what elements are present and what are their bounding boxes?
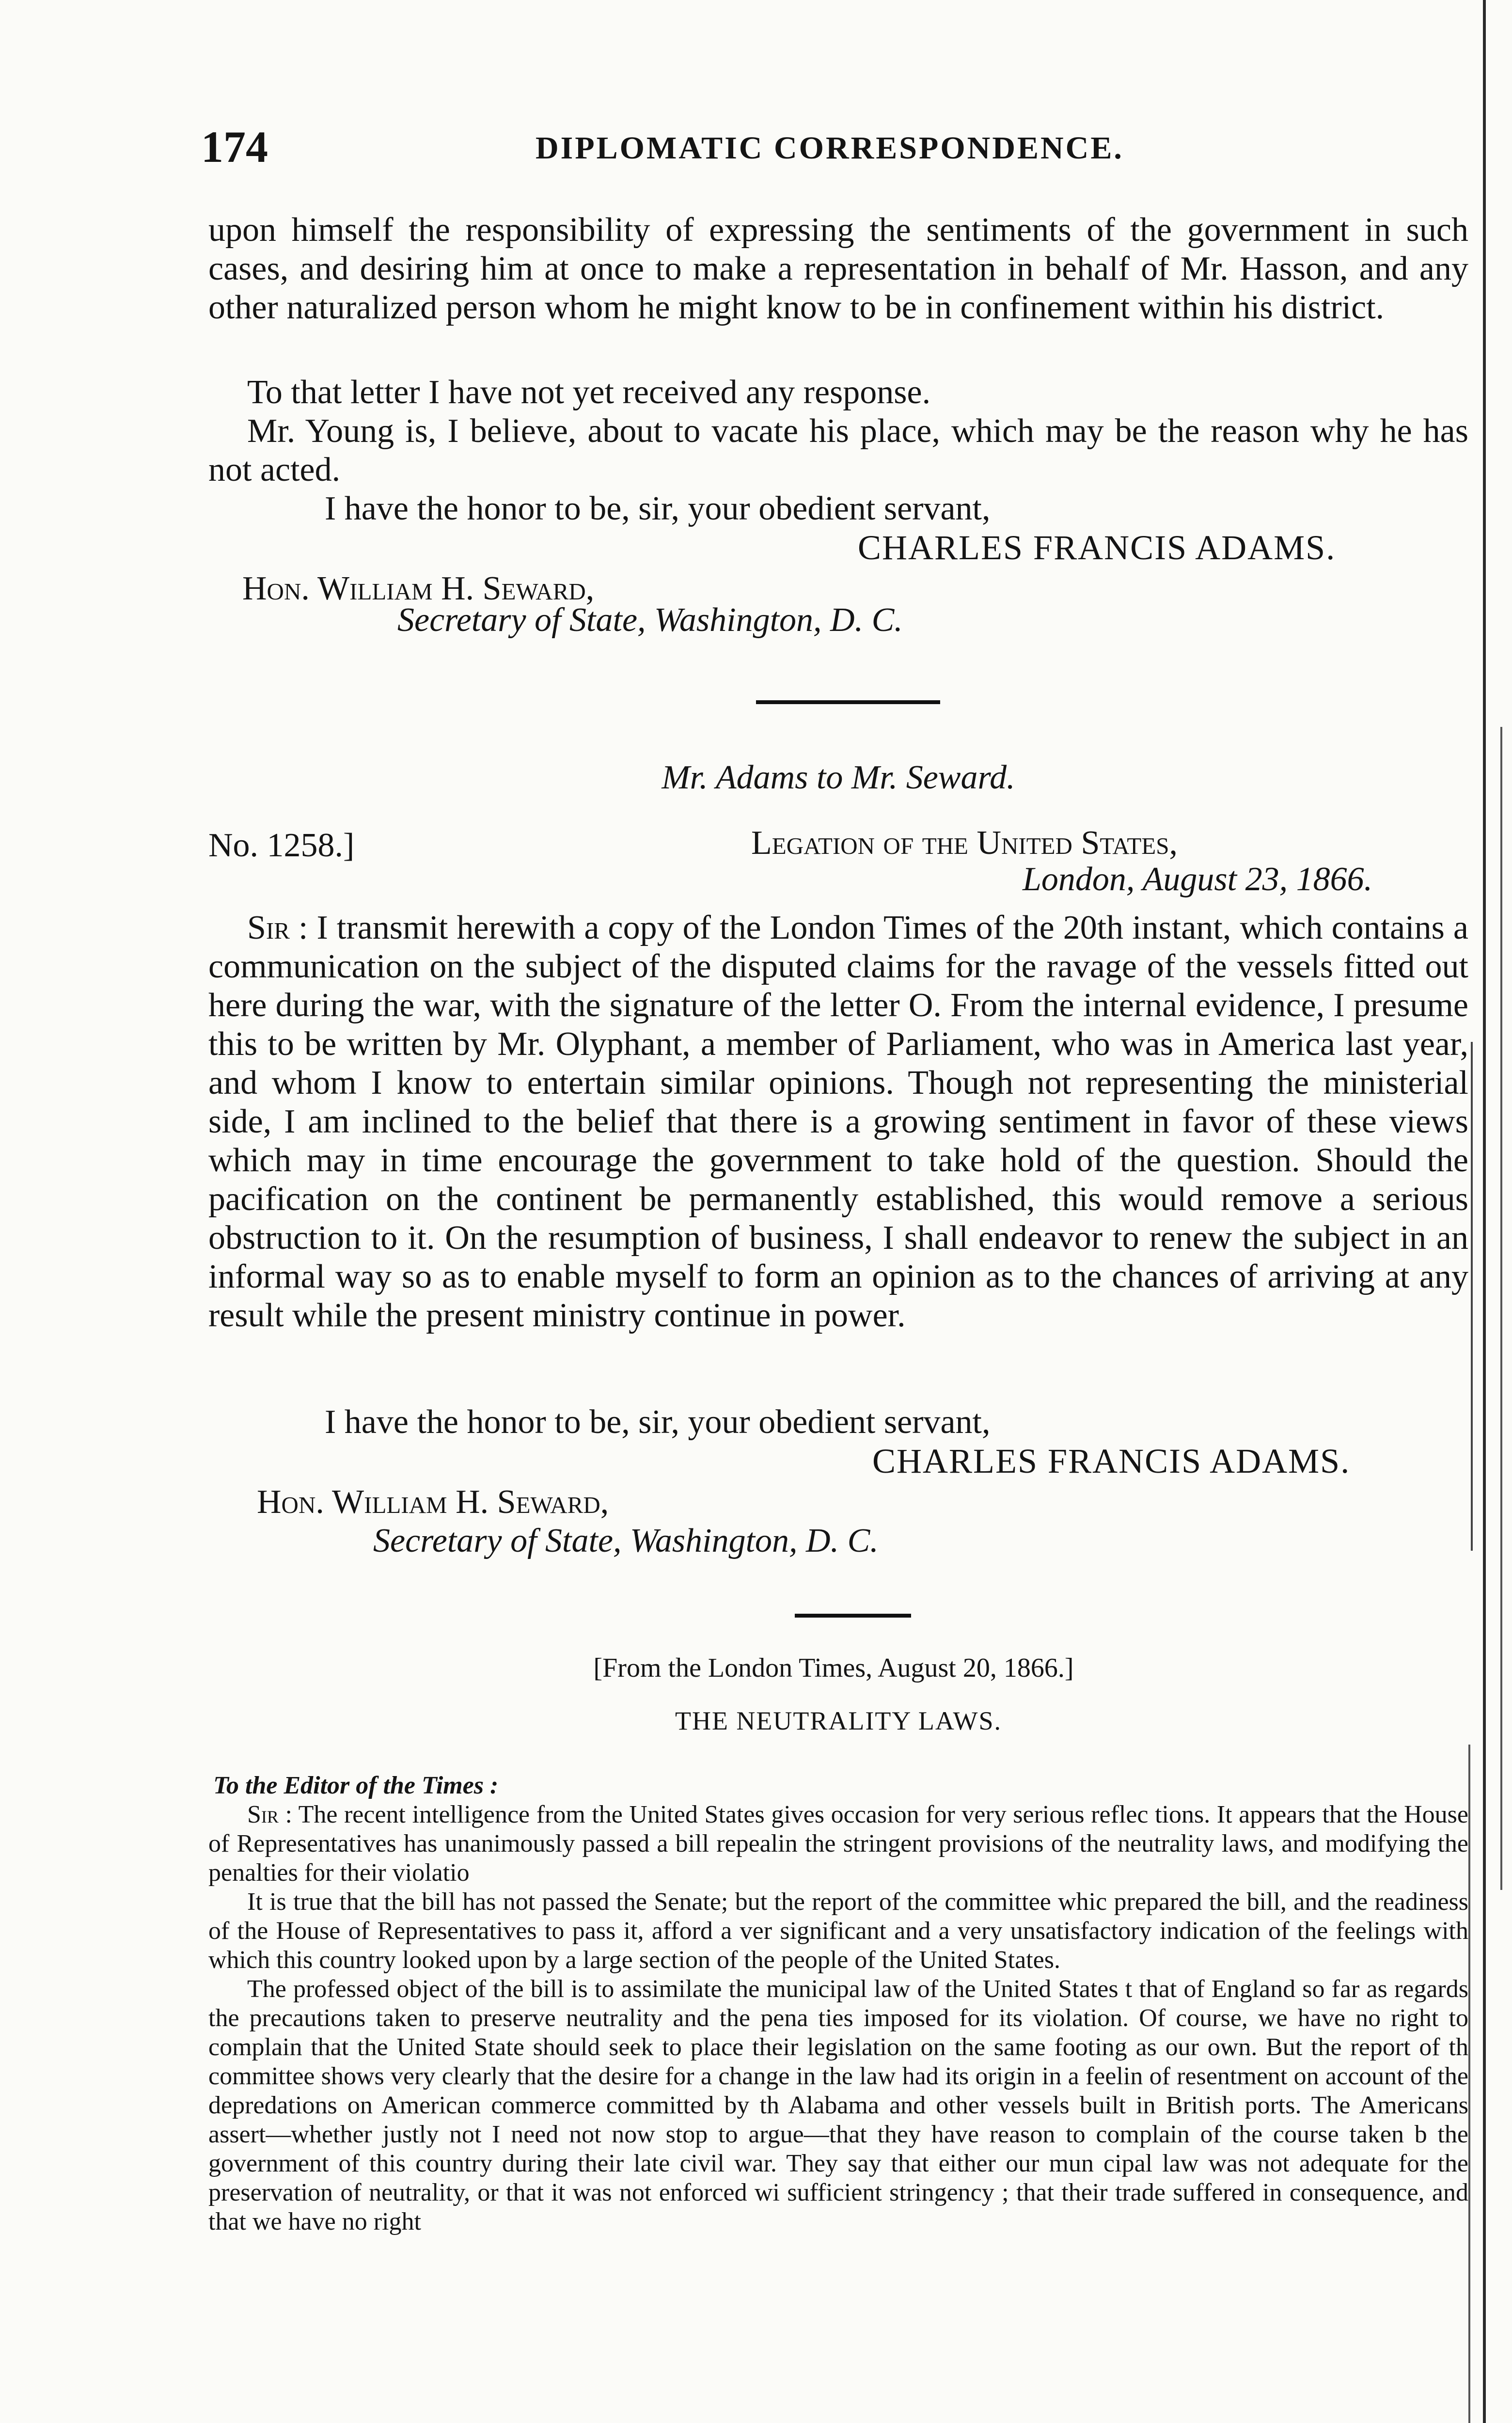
paragraph: To that letter I have not yet received any response. <box>247 374 931 411</box>
closing-line: I have the honor to be, sir, your obedient servant, <box>325 490 991 527</box>
running-title: DIPLOMATIC CORRESPONDENCE. <box>536 130 1124 166</box>
paragraph <box>208 1800 1468 1888</box>
letter-body <box>208 909 1468 1335</box>
page-number: 174 <box>201 122 268 172</box>
paragraph: The professed object of the bill is to assimilate the municipal law of the United States t that of England so far as regards the precautions taken to preserve neutrality and the pena ties imposed for its violation. Of course, we have no right to complain that the United State should seek to place their legislation on the same footing as our own. But the report of th committee shows very clearly that the desire for a change in the law had its origin in a feelin of resentment on account of the depredations on American commerce committed by th Alabama and other vessels built in British ports. The Americans assert—whether justly not I need not now stop to argue—that they have reason to complain of the course taken b the government of this country during their late civil war. They say that either our mun cipal law was not adequate for the preservation of neutrality, or that it was not enforced wi sufficient stringency ; that their trade suffered in consequence, and that we have no right <box>208 1975 1468 2235</box>
addressee-title: Secretary of State, Washington, D. C. <box>373 1522 879 1559</box>
running-head <box>201 121 1464 174</box>
scan-edge <box>1468 1745 1470 2423</box>
salutation: Sir : <box>247 909 308 946</box>
scan-edge <box>1471 1042 1473 1551</box>
signature: CHARLES FRANCIS ADAMS. <box>858 528 1336 567</box>
scan-edge <box>1483 0 1486 2423</box>
prior-letter-para3 <box>208 412 1468 489</box>
signature: CHARLES FRANCIS ADAMS. <box>872 1442 1351 1480</box>
section-divider <box>795 1614 911 1618</box>
enclosure-title: THE NEUTRALITY LAWS. <box>675 1706 1002 1735</box>
body-text: I transmit herewith a copy of the London Times of the 20th instant, which contains a communication on the subject of the disputed claims for the ravage of the vessels fitted out here during the war, with the signature of the letter O. From the internal evidence, I presume this to be written by Mr. Olyphant, a member of Parliament, who was in America last year, and whom I know to entertain similar opinions. Though not representing the ministerial side, I am inclined to the belief that there is a growing sentiment in favor of these views which may in time encourage the government to take hold of the question. Should the pacification on the continent be permanently established, this would remove a serious obstruction to it. On the resumption of business, I shall endeavor to renew the subject in an informal way so as to enable myself to form an opinion as to the chances of arriving at any result while the present ministry continue in power. <box>208 909 1468 1334</box>
paragraph: upon himself the responsibility of expressing the sentiments of the government in such cases, and desiring him at once to make a representation in behalf of Mr. Hasson, and any other naturalized person whom he might know to be in confinement within his district. <box>208 211 1468 326</box>
to-editor: To the Editor of the Times : <box>213 1772 499 1799</box>
place-date: London, August 23, 1866. <box>1023 861 1373 898</box>
addressee: Hon. William H. Seward, <box>242 570 595 607</box>
paragraph: Mr. Young is, I believe, about to vacate his place, which may be the reason why he has not acted. <box>208 412 1468 488</box>
addressee-title: Secretary of State, Washington, D. C. <box>397 601 903 639</box>
prior-letter-para2 <box>208 373 1468 412</box>
closing-line: I have the honor to be, sir, your obedient servant, <box>325 1403 991 1441</box>
legation-line: Legation of the United States, <box>751 824 1178 862</box>
addressee: Hon. William H. Seward, <box>257 1483 609 1521</box>
paragraph <box>208 909 1468 1335</box>
section-divider <box>756 700 940 704</box>
enclosure-source: [From the London Times, August 20, 1866.] <box>593 1653 1074 1683</box>
paragraph: It is true that the bill has not passed the Senate; but the report of the committee whic prepared the bill, and the readiness of the House of Representatives to pass it, afford a ver significant and a very unsatisfactory indication of the feelings with which this country looked upon by a large section of the people of the United States. <box>208 1888 1468 1974</box>
letter-heading: Mr. Adams to Mr. Seward. <box>662 759 1015 796</box>
body-text: The recent intelligence from the United States gives occasion for very serious reflec tions. It appears that the House of Representatives has unanimously passed a bill repealin the stringent provisions of the neutrality laws, and modifying the penalties for their violatio <box>208 1801 1468 1887</box>
enclosure-body <box>208 1800 1468 2236</box>
salutation: Sir : <box>247 1801 292 1828</box>
prior-letter-continuation <box>208 211 1468 327</box>
dispatch-number: No. 1258.] <box>208 827 355 864</box>
